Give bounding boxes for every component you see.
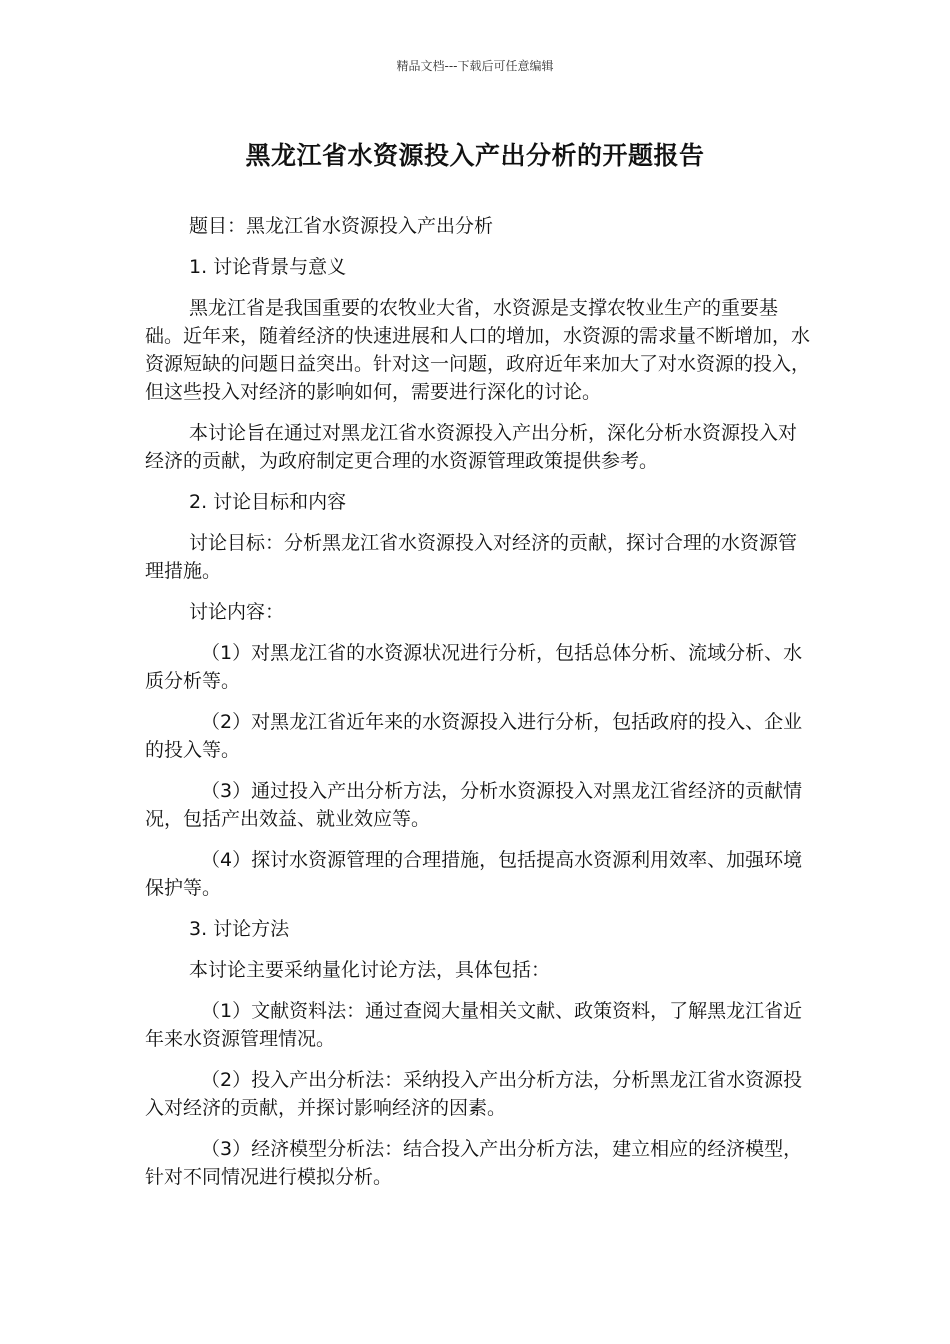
page-title: 黑龙江省水资源投入产出分析的开题报告 (245, 141, 705, 170)
header-note: 精品文档---下载后可任意编辑 (396, 59, 554, 73)
methods-intro: 本讨论主要采纳量化讨论方法，具体包括： (189, 959, 551, 981)
background-paragraph: 黑龙江省是我国重要的农牧业大省，水资源是支撑农牧业生产的重要基础。近年来，随着经济的快速进展和人口的增加，水资源的需求量不断增加，水资源短缺的问题日益突出。针对这一问题，政府近年来加大了对水资源的投入，但这些投入对经济的影响如何，需要进行深化的讨论。 (145, 297, 811, 403)
content-item-1: （1）对黑龙江省的水资源状况进行分析，包括总体分析、流域分析、水质分析等。 (145, 642, 803, 692)
section-heading-goals: 2. 讨论目标和内容 (189, 491, 347, 513)
method-item-3: （3）经济模型分析法：结合投入产出分析方法，建立相应的经济模型，针对不同情况进行模拟分析。 (145, 1138, 803, 1188)
section-heading-background: 1. 讨论背景与意义 (189, 256, 347, 278)
content-item-3: （3）通过投入产出分析方法，分析水资源投入对黑龙江省经济的贡献情况，包括产出效益、就业效应等。 (145, 780, 803, 830)
document-body (145, 212, 810, 1204)
purpose-paragraph: 本讨论旨在通过对黑龙江省水资源投入产出分析，深化分析水资源投入对经济的贡献，为政府制定更合理的水资源管理政策提供参考。 (145, 422, 798, 472)
method-item-1: （1）文献资料法：通过查阅大量相关文献、政策资料，了解黑龙江省近年来水资源管理情况。 (145, 1000, 803, 1050)
content-item-2: （2）对黑龙江省近年来的水资源投入进行分析，包括政府的投入、企业的投入等。 (145, 711, 803, 761)
content-item-4: （4）探讨水资源管理的合理措施，包括提高水资源利用效率、加强环境保护等。 (145, 849, 803, 899)
method-item-2: （2）投入产出分析法：采纳投入产出分析方法，分析黑龙江省水资源投入对经济的贡献，并探讨影响经济的因素。 (145, 1069, 803, 1119)
content-label: 讨论内容： (189, 601, 285, 623)
goal-paragraph: 讨论目标：分析黑龙江省水资源投入对经济的贡献，探讨合理的水资源管理措施。 (145, 532, 798, 582)
section-heading-methods: 3. 讨论方法 (189, 918, 290, 940)
topic-line: 题目：黑龙江省水资源投入产出分析 (189, 215, 494, 237)
